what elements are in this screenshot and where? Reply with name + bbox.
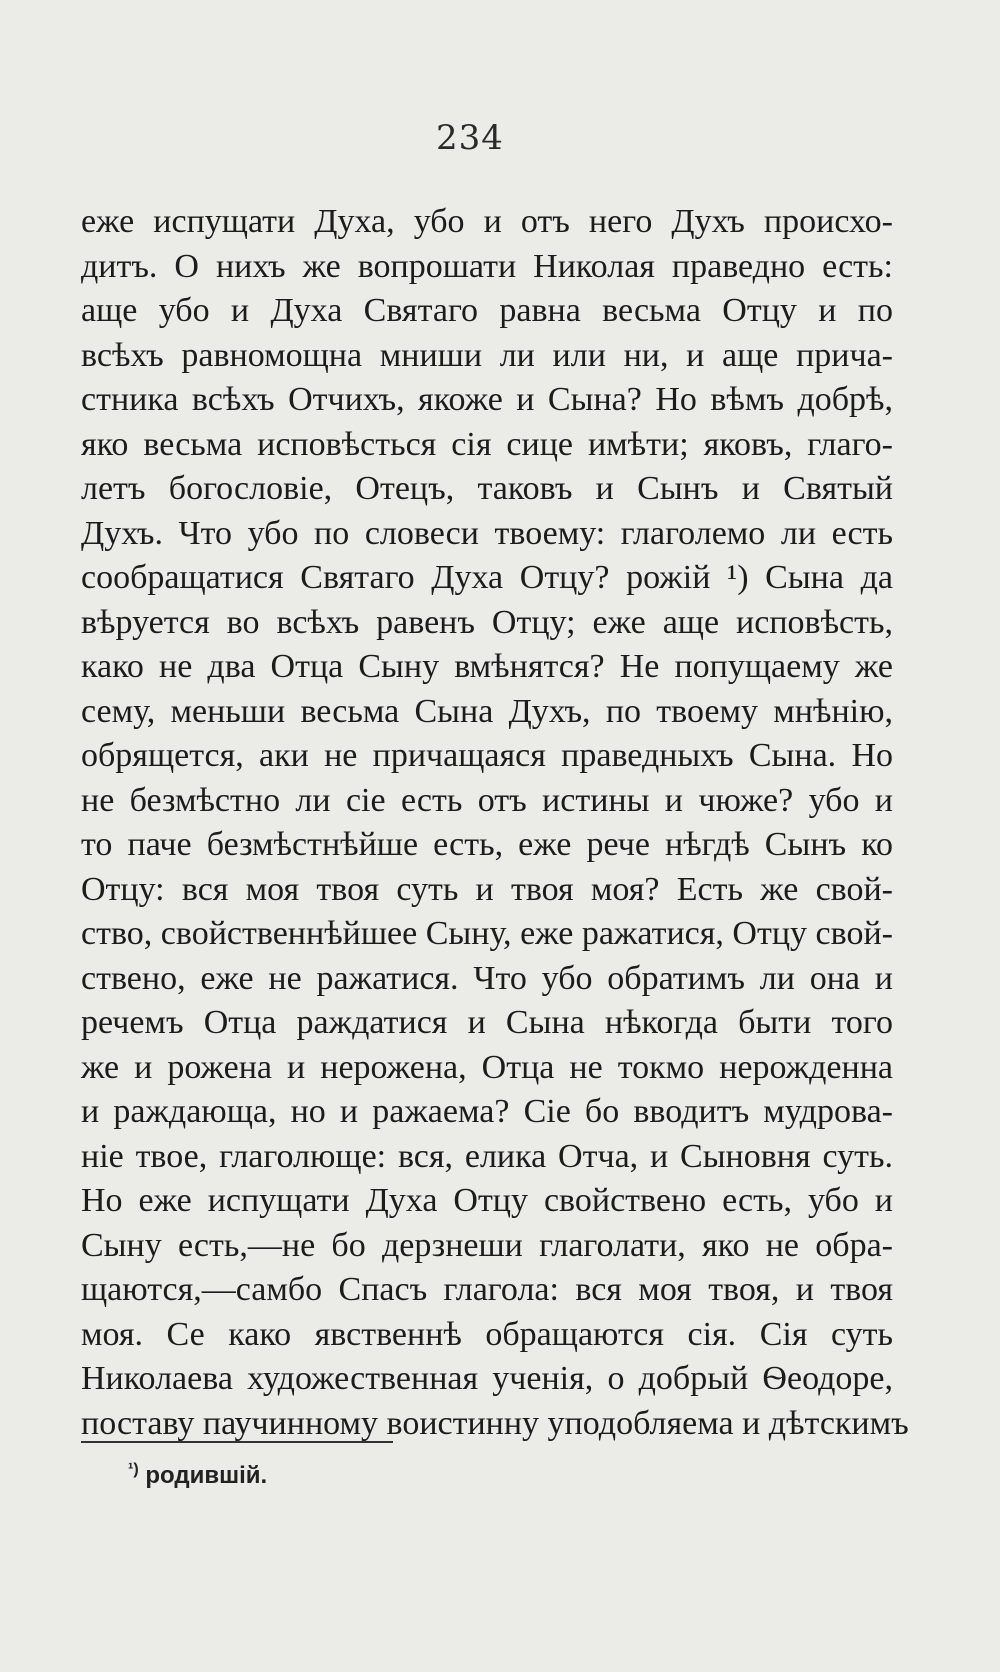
footnote	[128, 1462, 267, 1490]
text-line: летъ богословіе, Отецъ, таковъ и Сынъ и Святый	[81, 470, 893, 507]
text-line: ніе твое, глаголюще: вся, елика Отча, и Сыновня суть.	[81, 1137, 893, 1175]
text-line: еже испущати Духа, убо и отъ него Духъ происхо-	[81, 203, 893, 240]
text-line: щаются,—самбо Спасъ глагола: вся моя твоя, и твоя	[81, 1271, 893, 1308]
footnote-divider	[81, 1441, 393, 1443]
text-line: Сыну есть,—не бо дерзнеши глаголати, яко не обра-	[81, 1226, 893, 1264]
text-line: ствено, еже не ражатися. Что убо обратимъ ли она и	[81, 959, 893, 997]
page-number: 234	[436, 118, 504, 158]
text-line: ство, свойственнѣйшее Сыну, еже ражатися, Отцу свой-	[81, 915, 893, 952]
text-line: не безмѣстно ли сіе есть отъ истины и чюже? убо и	[81, 781, 893, 819]
text-line: Духъ. Что убо по словеси твоему: глаголемо ли есть	[81, 514, 893, 552]
text-line: и раждающа, но и ражаема? Сіе бо вводитъ мудрова-	[81, 1093, 893, 1130]
text-line: дитъ. О нихъ же вопрошати Николая праведно есть:	[81, 247, 893, 285]
footnote-marker: ¹)	[128, 1461, 139, 1478]
text-line: сему, меньши весьма Сына Духъ, по твоему мнѣнію,	[81, 692, 893, 730]
text-line: како не два Отца Сыну вмѣнятся? Не попущаему же	[81, 648, 893, 685]
text-line: Но еже испущати Духа Отцу свойствено есть, убо и	[81, 1182, 893, 1219]
footnote-text: родившій.	[145, 1462, 268, 1489]
text-line: же и рожена и нерожена, Отца не токмо нерожденна	[81, 1048, 893, 1086]
text-line: моя. Се како явственнѣ обращаются сія. Сія суть	[81, 1315, 893, 1353]
text-line: Отцу: вся моя твоя суть и твоя моя? Есть же свой-	[81, 870, 893, 908]
body-text	[81, 200, 909, 1446]
text-line: сообращатися Святаго Духа Отцу? рожій ¹) Сына да	[81, 559, 893, 596]
text-line: аще убо и Духа Святаго равна весьма Отцу и по	[81, 292, 893, 329]
text-line: поставу паучинному воистинну уподобляема и дѣтскимъ	[81, 1404, 909, 1442]
text-line: речемъ Отца раждатися и Сына нѣкогда быти того	[81, 1004, 893, 1041]
text-line: стника всѣхъ Отчихъ, якоже и Сына? Но вѣмъ добрѣ,	[81, 381, 893, 418]
text-line: Николаева художественная ученія, о добрый Ѳеодоре,	[81, 1360, 893, 1397]
text-line: яко весьма исповѣсться сія сице имѣти; яковъ, глаго-	[81, 425, 893, 463]
text-line: обрящется, аки не причащаяся праведныхъ Сына. Но	[81, 737, 893, 774]
text-line: то паче безмѣстнѣйше есть, еже рече нѣгдѣ Сынъ ко	[81, 826, 893, 863]
text-line: всѣхъ равномощна мниши ли или ни, и аще прича-	[81, 336, 893, 374]
text-line: вѣруется во всѣхъ равенъ Отцу; еже аще исповѣсть,	[81, 603, 893, 641]
